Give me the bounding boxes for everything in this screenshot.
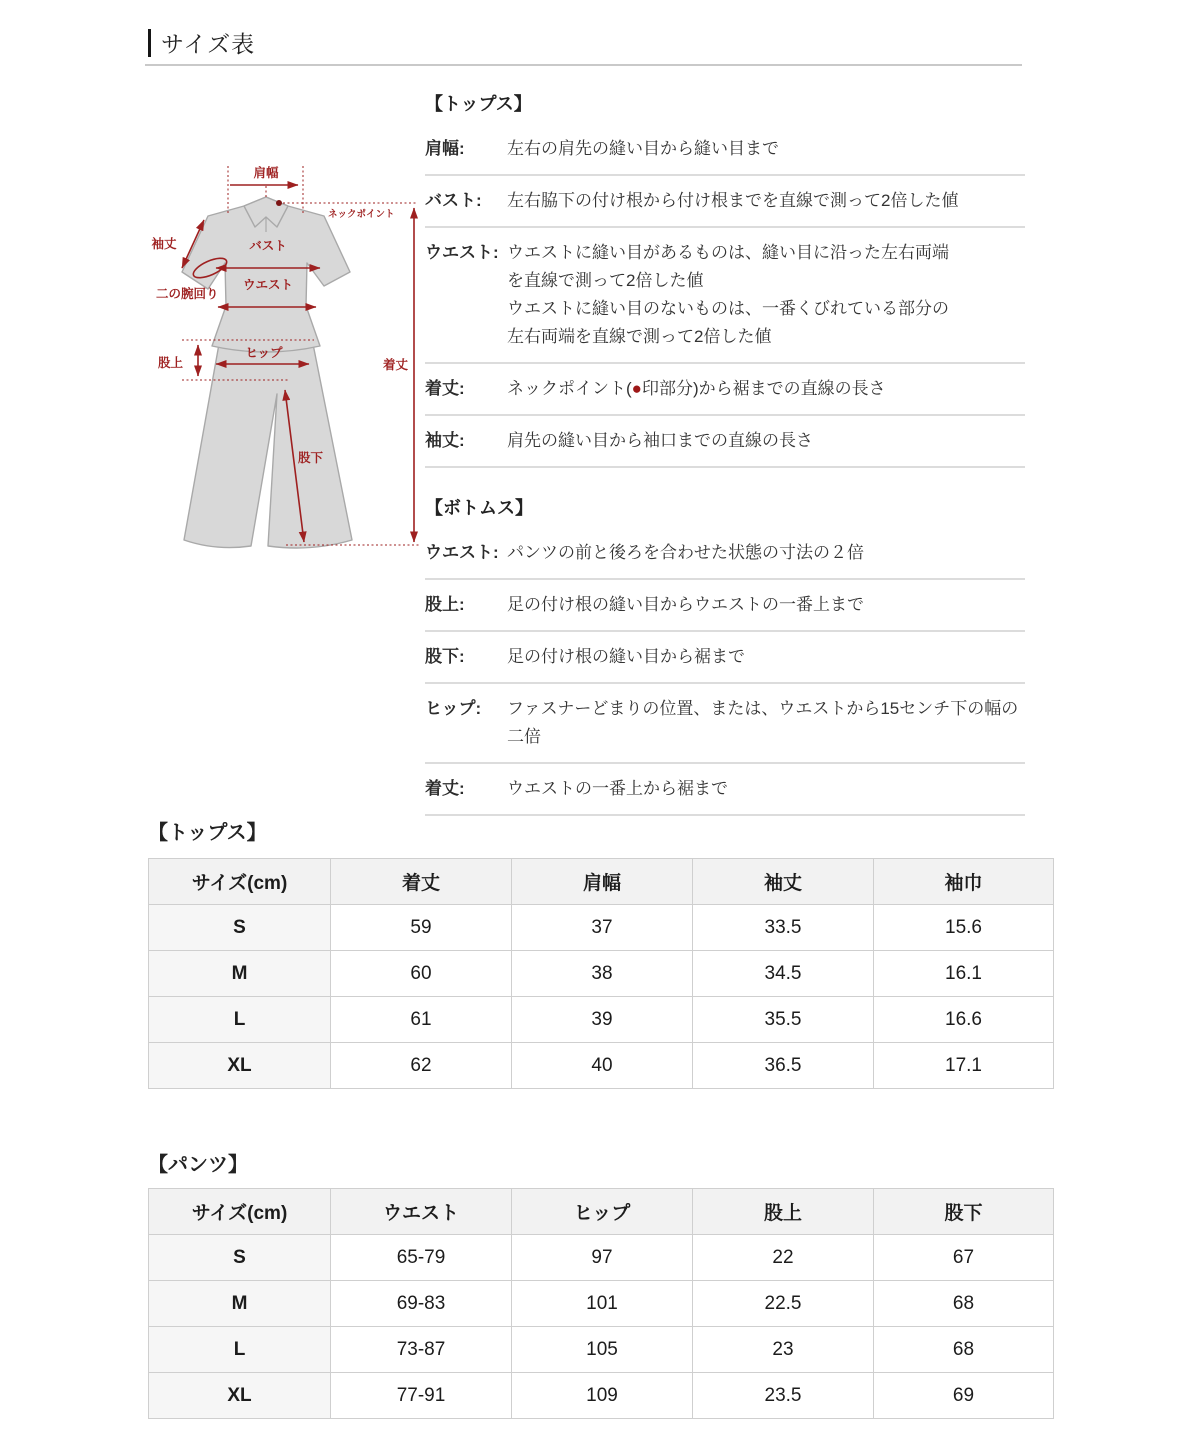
- table-cell: 38: [512, 951, 693, 997]
- header: [148, 26, 255, 59]
- definition-row: [425, 124, 1025, 176]
- size-label: XL: [149, 1043, 331, 1089]
- page-title: サイズ表: [161, 31, 256, 57]
- table-row: [149, 1281, 1054, 1327]
- column-header: 袖丈: [693, 859, 874, 905]
- table-cell: 101: [512, 1281, 693, 1327]
- hip-label: ヒップ: [245, 346, 283, 360]
- definition-desc: 足の付け根の縫い目から裾まで: [507, 647, 745, 666]
- column-header: 着丈: [331, 859, 512, 905]
- measurement-diagram: [146, 96, 426, 586]
- definition-row: [425, 528, 1025, 580]
- table-cell: 69: [874, 1373, 1054, 1419]
- table-cell: 35.5: [693, 997, 874, 1043]
- column-header: 袖巾: [874, 859, 1054, 905]
- definition-desc: ウエストの一番上から裾まで: [507, 779, 728, 798]
- table-cell: 34.5: [693, 951, 874, 997]
- definition-desc: 左右の肩先の縫い目から縫い目まで: [507, 139, 779, 158]
- definition-term: 肩幅:: [425, 139, 465, 158]
- definition-row: [425, 176, 1025, 228]
- table-cell: 97: [512, 1235, 693, 1281]
- table-row: [149, 1043, 1054, 1089]
- tops-table-heading: 【トップス】: [148, 822, 267, 844]
- table-cell: 40: [512, 1043, 693, 1089]
- tops-definitions-heading: 【トップス】: [425, 94, 532, 114]
- size-label: S: [149, 905, 331, 951]
- definition-term: 着丈:: [425, 379, 465, 398]
- table-cell: 68: [874, 1281, 1054, 1327]
- table-header-row: [149, 859, 1054, 905]
- definition-row: [425, 764, 1025, 816]
- table-cell: 36.5: [693, 1043, 874, 1089]
- bottoms-definitions-heading: 【ボトムス】: [425, 498, 533, 518]
- column-header: 肩幅: [512, 859, 693, 905]
- definition-desc: パンツの前と後ろを合わせた状態の寸法の２倍: [507, 543, 864, 562]
- column-header: 股下: [874, 1189, 1054, 1235]
- definition-row: [425, 228, 1025, 364]
- inseam-label: 股下: [298, 451, 324, 465]
- table-cell: 61: [331, 997, 512, 1043]
- neck-point-dot: [276, 200, 282, 206]
- table-cell: 65-79: [331, 1235, 512, 1281]
- size-label: L: [149, 1327, 331, 1373]
- shoulder-width-label: 肩幅: [253, 166, 279, 180]
- neck-point-label: ネックポイント: [328, 209, 395, 220]
- size-label: M: [149, 1281, 331, 1327]
- column-header: 股上: [693, 1189, 874, 1235]
- table-cell: 22: [693, 1235, 874, 1281]
- bust-label: バスト: [249, 239, 287, 253]
- table-row: [149, 1373, 1054, 1419]
- table-cell: 62: [331, 1043, 512, 1089]
- definition-term: ウエスト:: [425, 543, 499, 562]
- table-cell: 23: [693, 1327, 874, 1373]
- table-cell: 22.5: [693, 1281, 874, 1327]
- pants-size-table: [148, 1188, 1054, 1419]
- definition-desc: ファスナーどまりの位置、または、ウエストから15センチ下の幅の 二倍: [507, 699, 1019, 746]
- table-cell: 15.6: [874, 905, 1054, 951]
- body-length-label: 着丈: [382, 358, 408, 372]
- table-cell: 16.1: [874, 951, 1054, 997]
- neck-point-mark: ●: [631, 379, 642, 398]
- table-row: [149, 997, 1054, 1043]
- table-header-row: [149, 1189, 1054, 1235]
- table-row: [149, 1235, 1054, 1281]
- definition-desc: ネックポイント(●印部分)から裾までの直線の長さ: [507, 379, 886, 398]
- definition-desc: 肩先の縫い目から袖口までの直線の長さ: [507, 431, 813, 450]
- column-header: サイズ(cm): [149, 1189, 331, 1235]
- column-header: ウエスト: [331, 1189, 512, 1235]
- definition-term: 股下:: [425, 647, 465, 666]
- definition-row: [425, 580, 1025, 632]
- title-accent-bar: [148, 29, 151, 57]
- definition-row: [425, 632, 1025, 684]
- definition-term: ウエスト:: [425, 243, 499, 262]
- definition-term: ヒップ:: [425, 699, 482, 718]
- size-label: L: [149, 997, 331, 1043]
- column-header: サイズ(cm): [149, 859, 331, 905]
- table-cell: 59: [331, 905, 512, 951]
- table-cell: 105: [512, 1327, 693, 1373]
- pants-table-heading: 【パンツ】: [148, 1154, 248, 1176]
- table-cell: 77-91: [331, 1373, 512, 1419]
- definition-term: 股上:: [425, 595, 465, 614]
- table-cell: 33.5: [693, 905, 874, 951]
- table-cell: 60: [331, 951, 512, 997]
- table-cell: 17.1: [874, 1043, 1054, 1089]
- column-header: ヒップ: [512, 1189, 693, 1235]
- definition-desc: ウエストに縫い目があるものは、縫い目に沿った左右両端 を直線で測って2倍した値 ウエストに縫い目のないものは、一番くびれている部分の 左右両端を直線で測って2倍した値: [507, 243, 949, 346]
- definition-term: 袖丈:: [425, 431, 465, 450]
- definition-row: [425, 684, 1025, 764]
- table-cell: 109: [512, 1373, 693, 1419]
- definition-row: [425, 416, 1025, 468]
- sleeve-length-label: 袖丈: [151, 237, 177, 251]
- table-cell: 67: [874, 1235, 1054, 1281]
- size-label: XL: [149, 1373, 331, 1419]
- definition-desc: 足の付け根の縫い目からウエストの一番上まで: [507, 595, 864, 614]
- waist-label: ウエスト: [242, 278, 294, 292]
- table-cell: 16.6: [874, 997, 1054, 1043]
- table-cell: 69-83: [331, 1281, 512, 1327]
- table-cell: 39: [512, 997, 693, 1043]
- size-label: S: [149, 1235, 331, 1281]
- table-cell: 23.5: [693, 1373, 874, 1419]
- table-row: [149, 951, 1054, 997]
- upper-arm-label: 二の腕回り: [156, 287, 219, 301]
- table-row: [149, 905, 1054, 951]
- size-label: M: [149, 951, 331, 997]
- definition-term: 着丈:: [425, 779, 465, 798]
- tops-size-table: [148, 858, 1054, 1089]
- pants-shape: [184, 344, 352, 548]
- definition-desc: 左右脇下の付け根から付け根までを直線で測って2倍した値: [507, 191, 959, 210]
- definition-term: バスト:: [425, 191, 482, 210]
- rise-label: 股上: [158, 356, 184, 370]
- table-cell: 37: [512, 905, 693, 951]
- definition-row: [425, 364, 1025, 416]
- table-row: [149, 1327, 1054, 1373]
- measurement-definitions: [425, 88, 1025, 816]
- table-cell: 68: [874, 1327, 1054, 1373]
- table-cell: 73-87: [331, 1327, 512, 1373]
- header-divider: [145, 64, 1022, 66]
